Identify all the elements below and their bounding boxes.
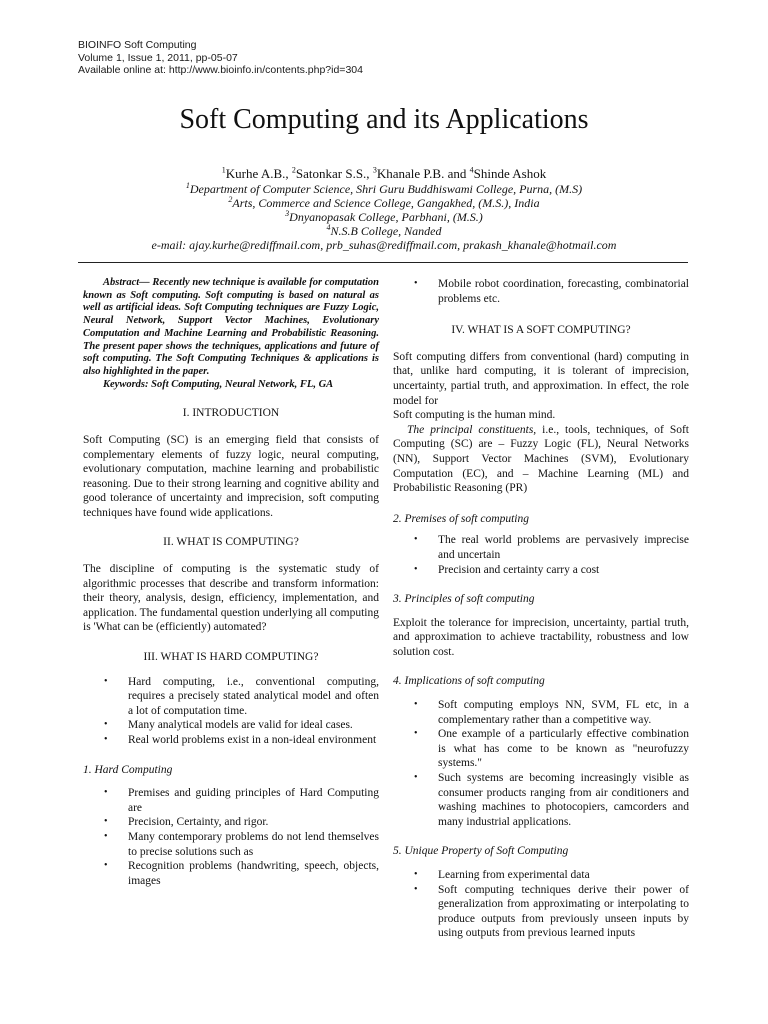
subsection-implications-title: 4. Implications of soft computing bbox=[393, 675, 545, 688]
list-item: • Learning from experimental data bbox=[393, 868, 689, 883]
list-item: • Recognition problems (handwriting, speech, objects, images bbox=[83, 859, 379, 888]
journal-volume: Volume 1, Issue 1, 2011, pp-05-07 bbox=[78, 51, 238, 64]
affiliation-1-text: Department of Computer Science, Shri Guru Buddhiswami College, Purna, (M.S) bbox=[189, 182, 583, 196]
subsection-principles-body: Exploit the tolerance for imprecision, uncertainty, partial truth, and approximation to achieve tractability, robustness and low solution cost. bbox=[393, 616, 689, 658]
email-line: e-mail: ajay.kurhe@rediffmail.com, prb_suhas@rediffmail.com, prakash_khanale@hotmail.com bbox=[151, 238, 617, 252]
affiliation-1: $^1$Department of Computer Science, Shri Guru Buddhiswami College, Purna, (M.S) bbox=[185, 181, 583, 196]
unique-property-list bbox=[393, 868, 689, 941]
journal-name: BIOINFO Soft Computing bbox=[78, 39, 197, 51]
section-hard-computing-title: III. WHAT IS HARD COMPUTING? bbox=[143, 651, 319, 664]
list-item: • Mobile robot coordination, forecasting, combinatorial problems etc. bbox=[393, 277, 689, 306]
right-column bbox=[393, 277, 689, 941]
section-soft-computing-body: Soft computing differs from conventional (hard) computing in that, unlike hard computing, it is tolerant of imprecision, uncertainty, partial truth, and approximation. In effect, the role model for bbox=[393, 350, 689, 407]
list-item: • The real world problems are pervasively imprecise and uncertain bbox=[393, 533, 689, 562]
left-column bbox=[83, 277, 379, 888]
list-item: • One example of a particularly effective combination is what has come to be known as "neurofuzzy systems." bbox=[393, 727, 689, 771]
affiliation-3-text: Dnyanopasak College, Parbhani, (M.S.) bbox=[289, 210, 483, 224]
section-computing-body: The discipline of computing is the systematic study of algorithmic processes that describe and transform information: their theory, analysis, design, efficiency, implementation, and application. The fundamental question underlying all computing is 'What can be (efficiently) automated? bbox=[83, 563, 379, 634]
list-item: • Real world problems exist in a non-ideal environment bbox=[83, 733, 379, 748]
list-item: • Many analytical models are valid for ideal cases. bbox=[83, 718, 379, 733]
abstract: Abstract— Recently new technique is available for computation known as Soft computing. Soft computing is based on natural as well as artificial ideas. Soft Computing techniques are Fuzzy Logic, Neural Network, Support Vector Machines, Evolutionary Computation and Machine Learning and Probabilistic Reasoning. The present paper shows the techniques, applications and future of soft computing. The Soft Computing Techniques & applications is also highlighted in the paper. bbox=[83, 277, 379, 377]
section-soft-computing-constituents bbox=[393, 423, 689, 496]
affiliation-4: $^4$N.S.B College, Nanded bbox=[326, 223, 442, 238]
author-3: Khanale P.B. and bbox=[376, 166, 470, 181]
affiliation-2: $^2$Arts, Commerce and Science College, Gangakhed, (M.S.), India bbox=[228, 195, 540, 210]
hard-computing-sub-list bbox=[83, 786, 379, 888]
subsection-premises-title: 2. Premises of soft computing bbox=[393, 512, 529, 525]
author-list: $^1$Kurhe A.B., $^2$Satonkar S.S., $^3$Khanale P.B. and $^4$Shinde Ashok bbox=[221, 165, 547, 181]
hard-computing-list bbox=[83, 675, 379, 748]
constituents-emphasis: The principal constituents, bbox=[407, 423, 537, 436]
affiliation-3: $^3$Dnyanopasak College, Parbhani, (M.S.) bbox=[285, 209, 483, 224]
list-item: • Many contemporary problems do not lend themselves to precise solutions such as bbox=[83, 830, 379, 859]
implications-list bbox=[393, 698, 689, 829]
subsection-hard-computing-title: 1. Hard Computing bbox=[83, 763, 173, 776]
affiliation-2-text: Arts, Commerce and Science College, Gangakhed, (M.S.), India bbox=[232, 196, 540, 210]
paper-title: Soft Computing and its Applications bbox=[179, 104, 589, 135]
list-item: • Soft computing employs NN, SVM, FL etc, in a complementary rather than a competitive way. bbox=[393, 698, 689, 727]
list-item: • Precision and certainty carry a cost bbox=[393, 563, 689, 578]
author-4: Shinde Ashok bbox=[473, 166, 547, 181]
list-item: • Premises and guiding principles of Hard Computing are bbox=[83, 786, 379, 815]
author-2: Satonkar S.S., bbox=[295, 166, 373, 181]
section-computing-title: II. WHAT IS COMPUTING? bbox=[163, 536, 299, 549]
section-introduction-body: Soft Computing (SC) is an emerging field that consists of complementary elements of fuzzy logic, neural computing, evolutionary computation, machine learning and probabilistic reasoning. Due to their strong learning and cognitive ability and good tolerance of uncertainty and imprecision, soft computing techniques have found wide applications. bbox=[83, 433, 379, 519]
list-item: • Hard computing, i.e., conventional computing, requires a precisely stated analytical model and often a lot of computation time. bbox=[83, 675, 379, 719]
list-item: • Soft computing techniques derive their power of generalization from approximating or interpolating to produce outputs from previously unseen inputs by using outputs from previous learned inputs bbox=[393, 883, 689, 941]
subsection-principles-title: 3. Principles of soft computing bbox=[393, 593, 535, 606]
constituents-text: i.e., tools, techniques, of Soft Computing (SC) are – Fuzzy Logic (FL), Neural Networks (NN), Support Vector Machines (SVM), Evolutionary Computation (EC), and – Machine Learning (ML) and Probabilistic Reasoning (PR) bbox=[393, 423, 689, 495]
journal-url: Available online at: http://www.bioinfo.in/contents.php?id=304 bbox=[78, 64, 363, 76]
affiliation-4-text: N.S.B College, Nanded bbox=[330, 224, 442, 238]
author-1: Kurhe A.B., bbox=[225, 166, 292, 181]
affiliations bbox=[0, 182, 768, 252]
section-soft-computing-title: IV. WHAT IS A SOFT COMPUTING? bbox=[451, 324, 631, 337]
list-item: • Precision, Certainty, and rigor. bbox=[83, 815, 379, 830]
continued-list bbox=[393, 277, 689, 306]
journal-header bbox=[78, 39, 363, 77]
list-item: • Such systems are becoming increasingly visible as consumer products ranging from air conditioners and washing machines to photocopiers, camcorders and many industrial applications. bbox=[393, 771, 689, 829]
keywords: Keywords: Soft Computing, Neural Network, FL, GA bbox=[103, 378, 334, 390]
subsection-unique-property-title: 5. Unique Property of Soft Computing bbox=[393, 845, 569, 858]
section-soft-computing-body-line: Soft computing is the human mind. bbox=[393, 409, 556, 422]
header-rule bbox=[78, 262, 688, 263]
premises-list bbox=[393, 533, 689, 577]
section-introduction-title: I. INTRODUCTION bbox=[182, 407, 280, 420]
